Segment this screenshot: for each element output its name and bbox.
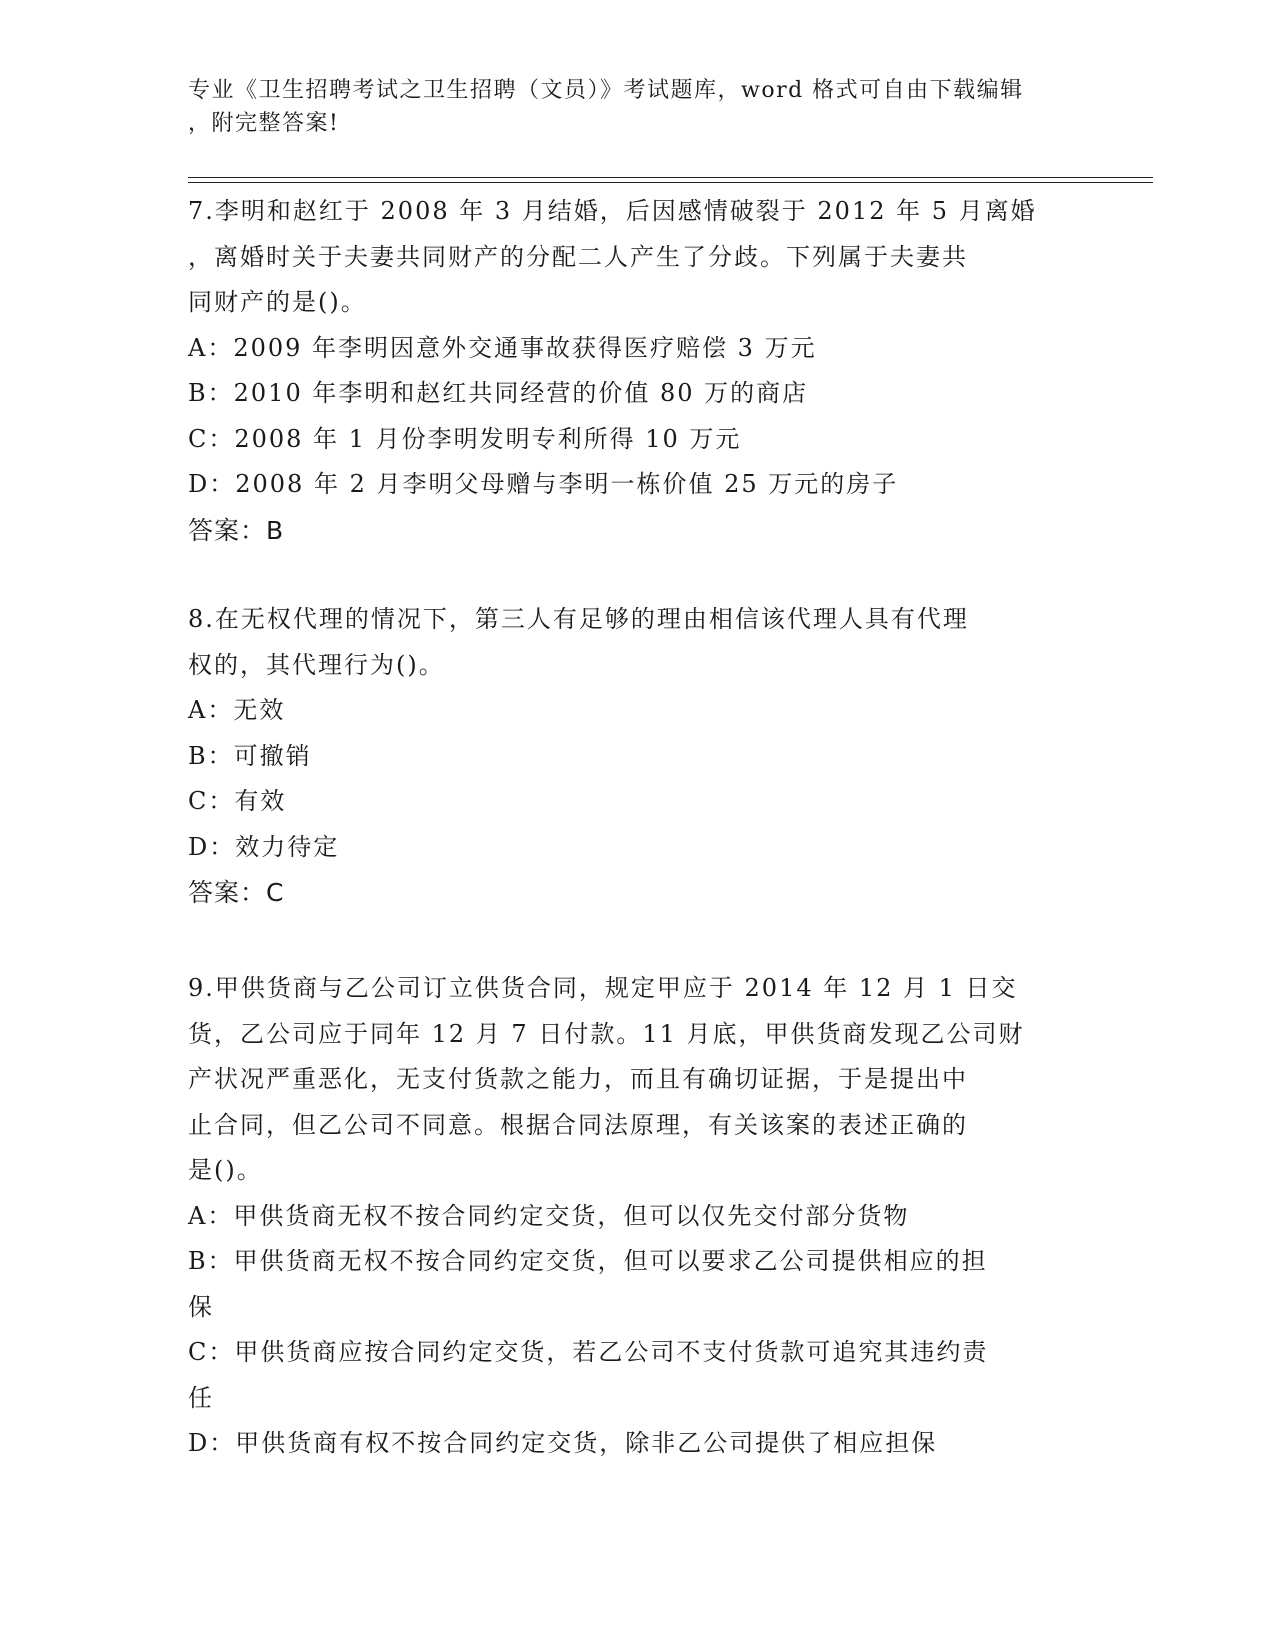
question-8	[188, 597, 1088, 916]
option-c-continued: 任	[188, 1383, 214, 1412]
option-c: C：2008 年 1 月份李明发明专利所得 10 万元	[188, 424, 742, 453]
option-b: B：2010 年李明和赵红共同经营的价值 80 万的商店	[188, 379, 809, 407]
question-9	[188, 966, 1088, 1467]
option-d: D：2008 年 2 月李明父母赠与李明一栋价值 25 万元的房子	[188, 470, 899, 498]
question-stem-line: 是()。	[188, 1156, 263, 1184]
question-stem-line: 7.李明和赵红于 2008 年 3 月结婚，后因感情破裂于 2012 年 5 月离婚	[188, 197, 1037, 225]
option-c: C：甲供货商应按合同约定交货，若乙公司不支付货款可追究其违约责	[188, 1338, 989, 1366]
option-a: A：2009 年李明因意外交通事故获得医疗赔偿 3 万元	[188, 333, 817, 362]
question-stem-line: 货，乙公司应于同年 12 月 7 日付款。11 月底，甲供货商发现乙公司财	[188, 1019, 1025, 1048]
question-stem-line: 同财产的是()。	[188, 288, 367, 316]
header-divider-bottom	[188, 182, 1153, 183]
option-c: C：有效	[188, 787, 287, 815]
question-stem-line: ，离婚时关于夫妻共同财产的分配二人产生了分歧。下列属于夫妻共	[188, 242, 968, 271]
answer-line: 答案：C	[188, 878, 285, 907]
answer-line: 答案：B	[188, 515, 285, 545]
question-stem-line: 9.甲供货商与乙公司订立供货合同，规定甲应于 2014 年 12 月 1 日交	[188, 974, 1018, 1002]
question-stem-line: 止合同，但乙公司不同意。根据合同法原理，有关该案的表述正确的	[188, 1110, 968, 1139]
option-b: B：甲供货商无权不按合同约定交货，但可以要求乙公司提供相应的担	[188, 1247, 988, 1275]
option-d: D：甲供货商有权不按合同约定交货，除非乙公司提供了相应担保	[188, 1429, 938, 1457]
option-b-continued: 保	[188, 1292, 214, 1321]
question-stem-line: 8.在无权代理的情况下，第三人有足够的理由相信该代理人具有代理	[188, 605, 969, 633]
header-line-2: ，附完整答案!	[188, 111, 340, 136]
question-stem-line: 产状况严重恶化，无支付货款之能力，而且有确切证据，于是提出中	[188, 1065, 968, 1093]
question-stem-line: 权的，其代理行为()。	[188, 650, 445, 679]
option-d: D：效力待定	[188, 832, 340, 861]
option-b: B：可撤销	[188, 741, 312, 770]
header-line-1: 专业《卫生招聘考试之卫生招聘（文员）》考试题库，word 格式可自由下载编辑	[188, 78, 1024, 103]
question-7	[188, 189, 1088, 553]
option-a: A：甲供货商无权不按合同约定交货，但可以仅先交付部分货物	[188, 1201, 910, 1230]
header-divider-top	[188, 177, 1153, 178]
document-header	[188, 74, 1068, 140]
option-a: A：无效	[188, 696, 286, 724]
